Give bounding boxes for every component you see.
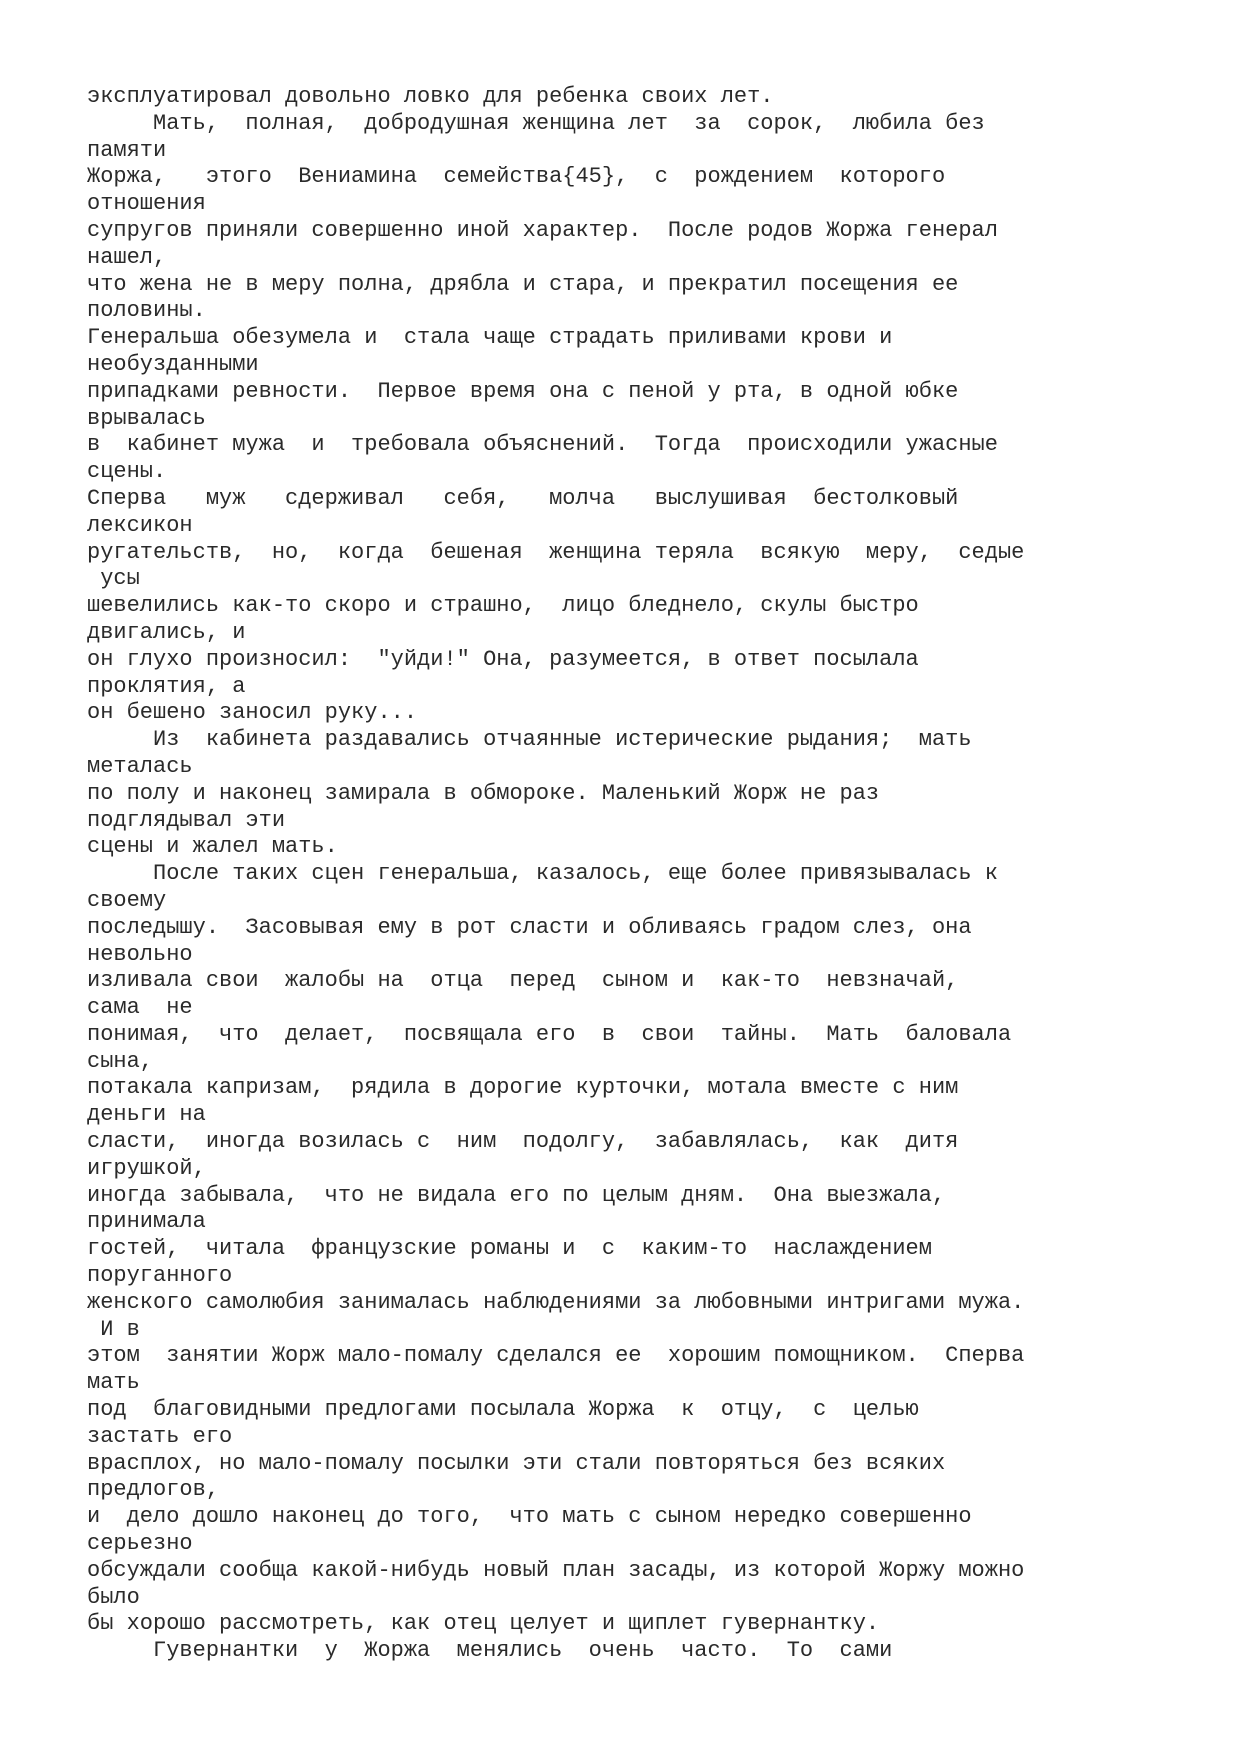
- text-line: в кабинет мужа и требовала объяснений. Тогда происходили ужасные: [87, 432, 998, 458]
- text-line: Сперва муж сдерживал себя, молча выслушивая бестолковый: [87, 485, 959, 511]
- text-line: этом занятии Жорж мало-помалу сделался ее хорошим помощником. Сперва: [87, 1343, 1025, 1369]
- text-line: застать его: [87, 1423, 233, 1449]
- text-line: памяти: [87, 137, 167, 163]
- text-line: Генеральша обезумела и стала чаще страдать приливами крови и: [87, 325, 893, 351]
- text-line: своему: [87, 887, 167, 913]
- text-line: иногда забывала, что не видала его по целым дням. Она выезжала,: [87, 1182, 946, 1208]
- text-line: понимая, что делает, посвящала его в свои тайны. Мать баловала: [87, 1021, 1012, 1047]
- text-line: нашел,: [87, 244, 167, 270]
- text-line: подглядывал эти: [87, 807, 286, 833]
- text-line: двигались, и: [87, 619, 246, 645]
- text-line: предлогов,: [87, 1477, 220, 1503]
- text-line: припадками ревности. Первое время она с пеной у рта, в одной юбке: [87, 378, 959, 404]
- text-line: принимала: [87, 1209, 206, 1235]
- text-line: последышу. Засовывая ему в рот сласти и обливаясь градом слез, она: [87, 914, 972, 940]
- text-line: деньги на: [87, 1102, 206, 1128]
- text-line: И в: [87, 1316, 140, 1342]
- text-line: под благовидными предлогами посылала Жоржа к отцу, с целью: [87, 1397, 919, 1423]
- text-line: серьезно: [87, 1531, 193, 1557]
- text-line: он глухо произносил: "уйди!" Она, разумеется, в ответ посылала: [87, 646, 919, 672]
- text-line: После таких сцен генеральша, казалось, еще более привязывалась к: [87, 861, 998, 887]
- body-text: [87, 84, 1207, 1665]
- text-line: Мать, полная, добродушная женщина лет за сорок, любила без: [87, 110, 985, 136]
- text-line: шевелились как-то скоро и страшно, лицо бледнело, скулы быстро: [87, 593, 919, 619]
- text-line: женского самолюбия занималась наблюдениями за любовными интригами мужа.: [87, 1289, 1025, 1315]
- text-line: потакала капризам, рядила в дорогие курточки, мотала вместе с ним: [87, 1075, 959, 1101]
- text-line: половины.: [87, 298, 206, 324]
- text-line: усы: [87, 566, 140, 592]
- text-line: супругов приняли совершенно иной характер. После родов Жоржа генерал: [87, 217, 998, 243]
- text-line: Гувернантки у Жоржа менялись очень часто. То сами: [87, 1638, 893, 1664]
- text-line: отношения: [87, 191, 206, 217]
- text-line: поруганного: [87, 1263, 233, 1289]
- text-line: Жоржа, этого Вениамина семейства{45}, с рождением которого: [87, 164, 946, 190]
- text-line: изливала свои жалобы на отца перед сыном и как-то невзначай,: [87, 968, 959, 994]
- text-line: сцены и жалел мать.: [87, 834, 338, 860]
- text-line: необузданными: [87, 351, 259, 377]
- text-line: что жена не в меру полна, дрябла и стара, и прекратил посещения ее: [87, 271, 959, 297]
- text-line: сама не: [87, 995, 193, 1021]
- text-line: невольно: [87, 941, 193, 967]
- text-line: он бешено заносил руку...: [87, 700, 418, 726]
- text-line: было: [87, 1584, 140, 1610]
- text-line: сласти, иногда возилась с ним подолгу, забавлялась, как дитя: [87, 1129, 959, 1155]
- text-line: и дело дошло наконец до того, что мать с сыном нередко совершенно: [87, 1504, 972, 1530]
- text-line: врывалась: [87, 405, 206, 431]
- text-line: обсуждали сообща какой-нибудь новый план засады, из которой Жоржу можно: [87, 1557, 1025, 1583]
- text-line: сына,: [87, 1048, 154, 1074]
- text-line: лексикон: [87, 512, 193, 538]
- text-line: проклятия, а: [87, 673, 246, 699]
- text-line: сцены.: [87, 459, 167, 485]
- text-line: гостей, читала французские романы и с каким-то наслаждением: [87, 1236, 932, 1262]
- text-line: врасплох, но мало-помалу посылки эти стали повторяться без всяких: [87, 1450, 946, 1476]
- text-line: металась: [87, 753, 193, 779]
- text-line: бы хорошо рассмотреть, как отец целует и щиплет гувернантку.: [87, 1611, 880, 1637]
- text-line: ругательств, но, когда бешеная женщина теряла всякую меру, седые: [87, 539, 1025, 565]
- text-line: по полу и наконец замирала в обмороке. Маленький Жорж не раз: [87, 780, 880, 806]
- text-line: мать: [87, 1370, 140, 1396]
- text-line: эксплуатировал довольно ловко для ребенка своих лет.: [87, 84, 774, 109]
- text-line: игрушкой,: [87, 1155, 206, 1181]
- text-line: Из кабинета раздавались отчаянные истерические рыдания; мать: [87, 727, 972, 753]
